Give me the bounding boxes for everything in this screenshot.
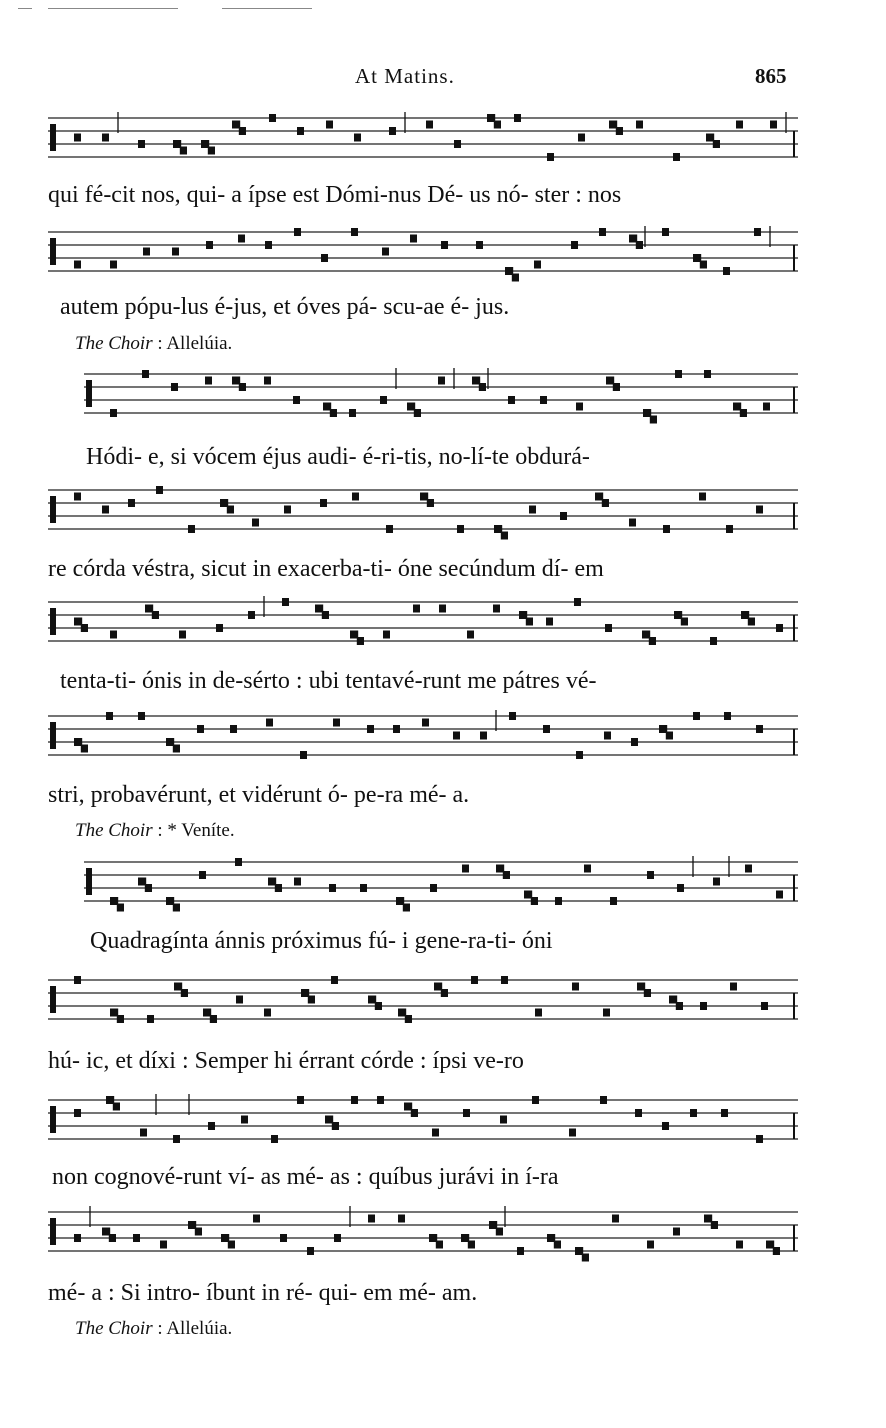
choir-text: : * Veníte. bbox=[157, 820, 235, 841]
neume-note bbox=[669, 996, 676, 1004]
neume-note bbox=[730, 983, 737, 991]
neume-note bbox=[422, 719, 429, 727]
neume-note bbox=[736, 121, 743, 129]
neume-note bbox=[547, 1234, 554, 1242]
lyric-line: qui fé-cit nos, qui- a ípse est Dómi-nus Dé- us nó- ster : nos bbox=[48, 182, 622, 208]
neume-note bbox=[756, 725, 763, 733]
top-rule-mark bbox=[48, 8, 178, 9]
neume-note bbox=[350, 631, 357, 639]
neume-note bbox=[383, 631, 390, 639]
neume-note bbox=[501, 976, 508, 984]
neume-note bbox=[382, 248, 389, 256]
neume-note bbox=[572, 983, 579, 991]
neume-note bbox=[173, 1135, 180, 1143]
neume-note bbox=[493, 605, 500, 613]
neume-note bbox=[724, 712, 731, 720]
neume-note bbox=[489, 1221, 496, 1229]
neume-note bbox=[199, 871, 206, 879]
neume-note bbox=[396, 897, 403, 905]
neume-note bbox=[733, 403, 740, 411]
neume-note bbox=[282, 598, 289, 606]
neume-note bbox=[74, 134, 81, 142]
neume-note bbox=[430, 884, 437, 892]
neume-note bbox=[543, 725, 550, 733]
neume-note bbox=[315, 605, 322, 613]
clef-icon bbox=[50, 608, 56, 622]
neume-note bbox=[321, 254, 328, 262]
chant-staff bbox=[48, 974, 798, 1030]
neume-note bbox=[635, 1109, 642, 1117]
neume-note bbox=[74, 261, 81, 269]
lyric-line: mé- a : Si intro- íbunt in ré- qui- em mé- am. bbox=[48, 1280, 478, 1306]
neume-note bbox=[584, 865, 591, 873]
neume-note bbox=[280, 1234, 287, 1242]
neume-note bbox=[569, 1129, 576, 1137]
neume-note bbox=[453, 732, 460, 740]
neume-note bbox=[138, 712, 145, 720]
neume-note bbox=[398, 1009, 405, 1017]
neume-note bbox=[320, 499, 327, 507]
choir-label: The Choir bbox=[75, 820, 153, 841]
neume-note bbox=[264, 1009, 271, 1017]
neume-note bbox=[386, 525, 393, 533]
neume-note bbox=[367, 725, 374, 733]
neume-note bbox=[142, 370, 149, 378]
choir-response bbox=[75, 333, 232, 355]
neume-note bbox=[241, 1116, 248, 1124]
chant-staff bbox=[48, 710, 798, 766]
clef-icon bbox=[50, 621, 56, 635]
neume-note bbox=[74, 618, 81, 626]
neume-note bbox=[454, 140, 461, 148]
neume-note bbox=[578, 134, 585, 142]
neume-note bbox=[377, 1096, 384, 1104]
neume-note bbox=[462, 865, 469, 873]
neume-note bbox=[172, 248, 179, 256]
neume-note bbox=[236, 996, 243, 1004]
choir-text: : Allelúia. bbox=[157, 1318, 233, 1339]
lyric-line: tenta-ti- ónis in de-sérto : ubi tentavé-runt me pátres vé- bbox=[60, 668, 597, 694]
neume-note bbox=[106, 712, 113, 720]
neume-note bbox=[675, 370, 682, 378]
neume-note bbox=[110, 261, 117, 269]
neume-note bbox=[736, 1241, 743, 1249]
neume-note bbox=[517, 1247, 524, 1255]
neume-note bbox=[413, 605, 420, 613]
neume-note bbox=[74, 493, 81, 501]
chant-staff bbox=[48, 226, 798, 282]
neume-note bbox=[284, 506, 291, 514]
neume-note bbox=[368, 996, 375, 1004]
neume-note bbox=[690, 1109, 697, 1117]
neume-note bbox=[201, 140, 208, 148]
neume-note bbox=[221, 1234, 228, 1242]
neume-note bbox=[230, 725, 237, 733]
clef-icon bbox=[50, 735, 56, 749]
neume-note bbox=[220, 499, 227, 507]
neume-note bbox=[269, 114, 276, 122]
neume-note bbox=[325, 1116, 332, 1124]
neume-note bbox=[138, 140, 145, 148]
clef-icon bbox=[50, 496, 56, 510]
neume-note bbox=[721, 1109, 728, 1117]
neume-note bbox=[252, 519, 259, 527]
neume-note bbox=[576, 751, 583, 759]
neume-note bbox=[441, 241, 448, 249]
neume-note bbox=[706, 134, 713, 142]
neume-note bbox=[74, 738, 81, 746]
neume-note bbox=[232, 121, 239, 129]
neume-note bbox=[407, 403, 414, 411]
neume-note bbox=[529, 506, 536, 514]
neume-note bbox=[110, 631, 117, 639]
neume-note bbox=[471, 976, 478, 984]
lyric-line: non cognové-runt ví- as mé- as : quíbus jurávi in í-ra bbox=[52, 1164, 559, 1190]
neume-note bbox=[643, 409, 650, 417]
neume-note bbox=[174, 983, 181, 991]
neume-note bbox=[457, 525, 464, 533]
neume-note bbox=[463, 1109, 470, 1117]
neume-note bbox=[496, 865, 503, 873]
neume-note bbox=[188, 525, 195, 533]
neume-note bbox=[334, 1234, 341, 1242]
chant-staff bbox=[48, 1206, 798, 1262]
choir-label: The Choir bbox=[75, 333, 153, 354]
neume-note bbox=[631, 738, 638, 746]
chant-staff bbox=[84, 368, 798, 424]
neume-note bbox=[106, 1096, 113, 1104]
neume-note bbox=[606, 377, 613, 385]
neume-note bbox=[333, 719, 340, 727]
neume-note bbox=[360, 884, 367, 892]
neume-note bbox=[147, 1015, 154, 1023]
neume-note bbox=[741, 611, 748, 619]
neume-note bbox=[166, 738, 173, 746]
page-header bbox=[0, 64, 886, 94]
neume-note bbox=[166, 897, 173, 905]
neume-note bbox=[662, 228, 669, 236]
neume-note bbox=[368, 1215, 375, 1223]
chant-staff bbox=[48, 596, 798, 652]
neume-note bbox=[429, 1234, 436, 1242]
neume-note bbox=[546, 618, 553, 626]
neume-note bbox=[307, 1247, 314, 1255]
neume-note bbox=[662, 1122, 669, 1130]
neume-note bbox=[74, 1109, 81, 1117]
choir-response bbox=[75, 820, 235, 842]
neume-note bbox=[398, 1215, 405, 1223]
neume-note bbox=[248, 611, 255, 619]
neume-note bbox=[600, 1096, 607, 1104]
neume-note bbox=[560, 512, 567, 520]
neume-note bbox=[534, 261, 541, 269]
neume-note bbox=[188, 1221, 195, 1229]
top-rule-mark bbox=[222, 8, 312, 9]
neume-note bbox=[677, 884, 684, 892]
neume-note bbox=[726, 525, 733, 533]
neume-note bbox=[323, 403, 330, 411]
neume-note bbox=[329, 884, 336, 892]
neume-note bbox=[547, 153, 554, 161]
neume-note bbox=[505, 267, 512, 275]
neume-note bbox=[110, 897, 117, 905]
neume-note bbox=[540, 396, 547, 404]
neume-note bbox=[487, 114, 494, 122]
chant-staff bbox=[48, 1094, 798, 1150]
neume-note bbox=[197, 725, 204, 733]
neume-note bbox=[265, 241, 272, 249]
neume-note bbox=[156, 486, 163, 494]
neume-note bbox=[659, 725, 666, 733]
neume-note bbox=[268, 878, 275, 886]
running-head: At Matins. bbox=[355, 64, 455, 88]
neume-note bbox=[704, 1215, 711, 1223]
neume-note bbox=[476, 241, 483, 249]
neume-note bbox=[700, 1002, 707, 1010]
neume-note bbox=[467, 631, 474, 639]
clef-icon bbox=[50, 1106, 56, 1120]
chant-staff bbox=[48, 484, 798, 540]
neume-note bbox=[389, 127, 396, 135]
neume-note bbox=[438, 377, 445, 385]
neume-note bbox=[595, 493, 602, 501]
neume-note bbox=[574, 598, 581, 606]
neume-note bbox=[74, 976, 81, 984]
page-number: 865 bbox=[755, 64, 787, 88]
neume-note bbox=[761, 1002, 768, 1010]
neume-note bbox=[461, 1234, 468, 1242]
neume-note bbox=[756, 1135, 763, 1143]
neume-note bbox=[110, 409, 117, 417]
chant-staff bbox=[48, 112, 798, 168]
neume-note bbox=[766, 1241, 773, 1249]
neume-note bbox=[297, 127, 304, 135]
lyric-line: autem pópu-lus é-jus, et óves pá- scu-ae é- jus. bbox=[60, 294, 510, 320]
neume-note bbox=[629, 235, 636, 243]
neume-note bbox=[693, 712, 700, 720]
neume-note bbox=[699, 493, 706, 501]
neume-note bbox=[629, 519, 636, 527]
neume-note bbox=[770, 121, 777, 129]
clef-icon bbox=[50, 137, 56, 151]
neume-note bbox=[571, 241, 578, 249]
neume-note bbox=[637, 983, 644, 991]
neume-note bbox=[253, 1215, 260, 1223]
neume-note bbox=[673, 153, 680, 161]
neume-note bbox=[264, 377, 271, 385]
choir-text: : Allelúia. bbox=[157, 333, 233, 354]
neume-note bbox=[102, 134, 109, 142]
neume-note bbox=[599, 228, 606, 236]
clef-icon bbox=[50, 238, 56, 252]
top-rule-mark bbox=[18, 8, 32, 9]
choir-label: The Choir bbox=[75, 1318, 153, 1339]
neume-note bbox=[145, 605, 152, 613]
neume-note bbox=[642, 631, 649, 639]
clef-icon bbox=[86, 393, 92, 407]
lyric-line: re córda véstra, sicut in exacerba-ti- óne secúndum dí- em bbox=[48, 556, 604, 582]
neume-note bbox=[756, 506, 763, 514]
neume-note bbox=[326, 121, 333, 129]
lyric-line: Quadragínta ánnis próximus fú- i gene-ra-ti- óni bbox=[90, 928, 553, 954]
clef-icon bbox=[86, 881, 92, 895]
neume-note bbox=[532, 1096, 539, 1104]
neume-note bbox=[203, 1009, 210, 1017]
neume-note bbox=[301, 989, 308, 997]
neume-note bbox=[102, 506, 109, 514]
clef-icon bbox=[50, 1231, 56, 1245]
neume-note bbox=[420, 493, 427, 501]
neume-note bbox=[636, 121, 643, 129]
neume-note bbox=[500, 1116, 507, 1124]
lyric-line: hú- ic, et díxi : Semper hi érrant córde : ípsi ve-ro bbox=[48, 1048, 524, 1074]
neume-note bbox=[208, 1122, 215, 1130]
clef-icon bbox=[50, 722, 56, 736]
neume-note bbox=[432, 1129, 439, 1137]
neume-note bbox=[352, 493, 359, 501]
clef-icon bbox=[50, 509, 56, 523]
clef-icon bbox=[86, 868, 92, 882]
neume-note bbox=[331, 976, 338, 984]
neume-note bbox=[472, 377, 479, 385]
neume-note bbox=[426, 121, 433, 129]
neume-note bbox=[494, 525, 501, 533]
neume-note bbox=[535, 1009, 542, 1017]
clef-icon bbox=[50, 1119, 56, 1133]
neume-note bbox=[349, 409, 356, 417]
lyric-line: stri, probavérunt, et vidérunt ó- pe-ra mé- a. bbox=[48, 782, 470, 808]
neume-note bbox=[754, 228, 761, 236]
neume-note bbox=[173, 140, 180, 148]
neume-note bbox=[603, 1009, 610, 1017]
lyric-line: Hódi- e, si vócem éjus audi- é-ri-tis, no-lí-te obdurá- bbox=[86, 444, 590, 470]
neume-note bbox=[138, 878, 145, 886]
neume-note bbox=[514, 114, 521, 122]
neume-note bbox=[723, 267, 730, 275]
neume-note bbox=[110, 1009, 117, 1017]
neume-note bbox=[238, 235, 245, 243]
neume-note bbox=[293, 396, 300, 404]
neume-note bbox=[439, 605, 446, 613]
neume-note bbox=[351, 228, 358, 236]
chant-staff bbox=[84, 856, 798, 912]
neume-note bbox=[160, 1241, 167, 1249]
neume-note bbox=[205, 377, 212, 385]
neume-note bbox=[179, 631, 186, 639]
clef-icon bbox=[50, 999, 56, 1013]
neume-note bbox=[297, 1096, 304, 1104]
neume-note bbox=[555, 897, 562, 905]
neume-note bbox=[713, 878, 720, 886]
neume-note bbox=[351, 1096, 358, 1104]
neume-note bbox=[610, 897, 617, 905]
neume-note bbox=[693, 254, 700, 262]
neume-note bbox=[710, 637, 717, 645]
neume-note bbox=[776, 624, 783, 632]
neume-note bbox=[612, 1215, 619, 1223]
neume-note bbox=[206, 241, 213, 249]
neume-note bbox=[576, 403, 583, 411]
neume-note bbox=[380, 396, 387, 404]
neume-note bbox=[663, 525, 670, 533]
neume-note bbox=[393, 725, 400, 733]
neume-note bbox=[271, 1135, 278, 1143]
neume-note bbox=[128, 499, 135, 507]
neume-note bbox=[763, 403, 770, 411]
neume-note bbox=[674, 611, 681, 619]
neume-note bbox=[74, 1234, 81, 1242]
neume-note bbox=[704, 370, 711, 378]
neume-note bbox=[410, 235, 417, 243]
neume-note bbox=[294, 878, 301, 886]
neume-note bbox=[354, 134, 361, 142]
neume-note bbox=[609, 121, 616, 129]
neume-note bbox=[745, 865, 752, 873]
neume-note bbox=[235, 858, 242, 866]
neume-note bbox=[673, 1228, 680, 1236]
neume-note bbox=[605, 624, 612, 632]
neume-note bbox=[524, 891, 531, 899]
neume-note bbox=[143, 248, 150, 256]
neume-note bbox=[300, 751, 307, 759]
neume-note bbox=[216, 624, 223, 632]
neume-note bbox=[480, 732, 487, 740]
neume-note bbox=[434, 983, 441, 991]
choir-response bbox=[75, 1318, 232, 1340]
neume-note bbox=[508, 396, 515, 404]
neume-note bbox=[509, 712, 516, 720]
neume-note bbox=[133, 1234, 140, 1242]
clef-icon bbox=[86, 380, 92, 394]
neume-note bbox=[294, 228, 301, 236]
neume-note bbox=[102, 1228, 109, 1236]
neume-note bbox=[647, 1241, 654, 1249]
neume-note bbox=[266, 719, 273, 727]
neume-note bbox=[604, 732, 611, 740]
neume-note bbox=[519, 611, 526, 619]
neume-note bbox=[776, 891, 783, 899]
neume-note bbox=[171, 383, 178, 391]
clef-icon bbox=[50, 986, 56, 1000]
neume-note bbox=[140, 1129, 147, 1137]
clef-icon bbox=[50, 124, 56, 138]
neume-note bbox=[232, 377, 239, 385]
neume-note bbox=[575, 1247, 582, 1255]
neume-note bbox=[404, 1103, 411, 1111]
clef-icon bbox=[50, 251, 56, 265]
clef-icon bbox=[50, 1218, 56, 1232]
neume-note bbox=[647, 871, 654, 879]
